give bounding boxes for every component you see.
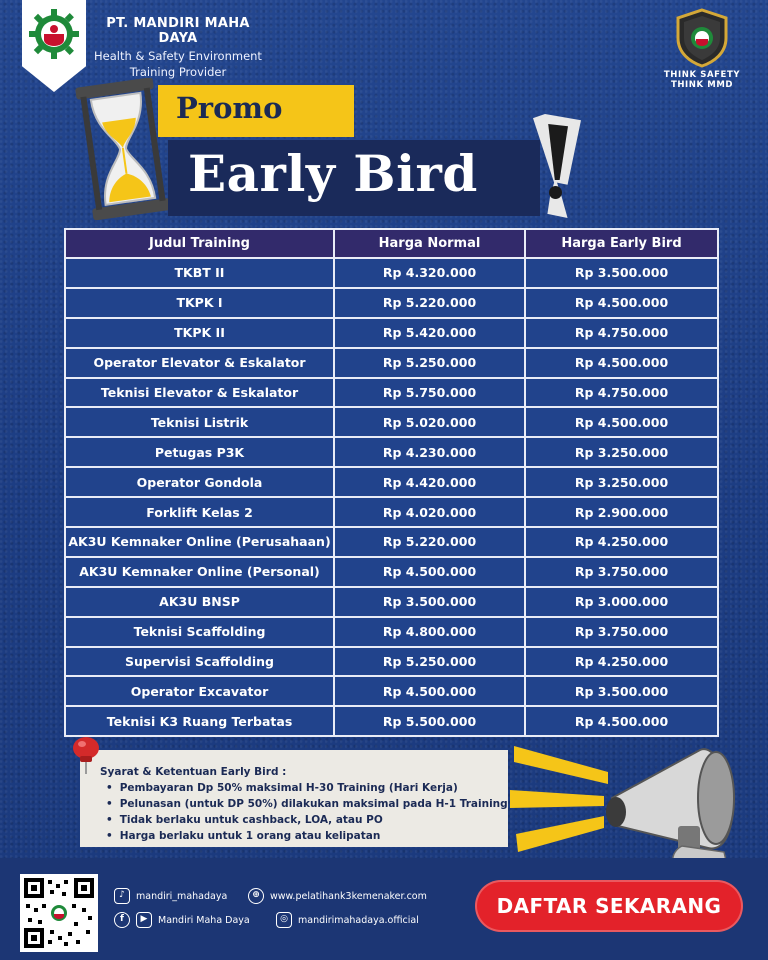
training-title: Petugas P3K (65, 437, 334, 467)
company-name: PT. MANDIRI MAHA DAYA (106, 16, 250, 46)
safety-emblem (660, 8, 744, 90)
normal-price: Rp 5.250.000 (334, 348, 525, 378)
table-row (65, 437, 718, 467)
terms-item: • Harga berlaku untuk 1 orang atau kelipatan (106, 828, 508, 844)
subtitle-line-2: Training Provider (129, 65, 227, 79)
table-row (65, 348, 718, 378)
terms-list (100, 780, 508, 844)
training-title: Teknisi K3 Ruang Terbatas (65, 706, 334, 736)
early-bird-title: Early Bird (168, 140, 540, 216)
early-bird-price: Rp 3.500.000 (525, 258, 718, 288)
training-title: AK3U BNSP (65, 587, 334, 617)
qr-code[interactable] (20, 874, 98, 952)
training-title: Operator Elevator & Eskalator (65, 348, 334, 378)
tiktok-text: mandiri_mahadaya (136, 890, 228, 902)
gear-logo-icon (28, 8, 80, 60)
training-title: Teknisi Elevator & Eskalator (65, 378, 334, 408)
terms-item: • Pelunasan (untuk DP 50%) dilakukan maksimal pada H-1 Training (106, 796, 508, 812)
website-link[interactable] (248, 888, 427, 904)
column-header: Judul Training (65, 229, 334, 258)
training-title: Supervisi Scaffolding (65, 647, 334, 677)
normal-price: Rp 5.020.000 (334, 407, 525, 437)
table-row (65, 676, 718, 706)
terms-card (80, 750, 508, 847)
early-bird-price: Rp 3.250.000 (525, 467, 718, 497)
facebook-icon: f (114, 912, 130, 928)
globe-icon: ⊕ (248, 888, 264, 904)
company-info (90, 16, 266, 80)
normal-price: Rp 4.230.000 (334, 437, 525, 467)
training-title: Operator Excavator (65, 676, 334, 706)
table-row (65, 288, 718, 318)
early-bird-price: Rp 4.500.000 (525, 288, 718, 318)
table-row (65, 258, 718, 288)
training-title: Operator Gondola (65, 467, 334, 497)
normal-price: Rp 4.800.000 (334, 617, 525, 647)
terms-item: • Tidak berlaku untuk cashback, LOA, atau PO (106, 812, 508, 828)
early-bird-price: Rp 4.500.000 (525, 407, 718, 437)
table-row (65, 318, 718, 348)
normal-price: Rp 5.750.000 (334, 378, 525, 408)
normal-price: Rp 5.220.000 (334, 288, 525, 318)
tagline (660, 70, 744, 90)
facebook-youtube-handle[interactable] (114, 912, 250, 928)
instagram-handle[interactable] (276, 912, 419, 928)
youtube-icon: ▶ (136, 912, 152, 928)
table-row (65, 706, 718, 736)
table-row (65, 467, 718, 497)
tagline-line-1: THINK SAFETY (663, 70, 741, 80)
promo-label: Promo (158, 85, 354, 137)
training-title: Forklift Kelas 2 (65, 497, 334, 527)
early-bird-price: Rp 4.250.000 (525, 647, 718, 677)
hourglass-icon (72, 78, 172, 220)
table-row (65, 527, 718, 557)
normal-price: Rp 5.420.000 (334, 318, 525, 348)
training-title: AK3U Kemnaker Online (Personal) (65, 557, 334, 587)
training-title: Teknisi Scaffolding (65, 617, 334, 647)
normal-price: Rp 5.500.000 (334, 706, 525, 736)
tagline-line-2: THINK MMD (670, 80, 734, 90)
normal-price: Rp 3.500.000 (334, 587, 525, 617)
early-bird-price: Rp 3.500.000 (525, 676, 718, 706)
website-text: www.pelatihank3kemenaker.com (270, 890, 427, 902)
table-row (65, 557, 718, 587)
table-header-row (65, 229, 718, 258)
early-bird-price: Rp 4.250.000 (525, 527, 718, 557)
training-title: Teknisi Listrik (65, 407, 334, 437)
facebook-youtube-text: Mandiri Maha Daya (158, 914, 250, 926)
terms-item: • Pembayaran Dp 50% maksimal H-30 Training (Hari Kerja) (106, 780, 508, 796)
normal-price: Rp 4.020.000 (334, 497, 525, 527)
training-title: TKPK II (65, 318, 334, 348)
early-bird-price: Rp 4.750.000 (525, 378, 718, 408)
early-bird-price: Rp 4.750.000 (525, 318, 718, 348)
shield-icon (674, 8, 730, 68)
pushpin-icon (68, 734, 104, 776)
exclamation-dot (549, 186, 562, 199)
early-bird-price: Rp 3.000.000 (525, 587, 718, 617)
column-header: Harga Early Bird (525, 229, 718, 258)
early-bird-price: Rp 3.750.000 (525, 617, 718, 647)
table-row (65, 617, 718, 647)
tiktok-icon: ♪ (114, 888, 130, 904)
column-header: Harga Normal (334, 229, 525, 258)
normal-price: Rp 4.320.000 (334, 258, 525, 288)
training-title: TKPK I (65, 288, 334, 318)
early-bird-price: Rp 3.750.000 (525, 557, 718, 587)
tiktok-handle[interactable] (114, 888, 227, 904)
register-button[interactable]: DAFTAR SEKARANG (475, 880, 743, 932)
early-bird-price: Rp 4.500.000 (525, 706, 718, 736)
normal-price: Rp 4.500.000 (334, 557, 525, 587)
table-row (65, 407, 718, 437)
early-bird-price: Rp 2.900.000 (525, 497, 718, 527)
table-row (65, 587, 718, 617)
company-subtitle (90, 48, 266, 80)
terms-title: Syarat & Ketentuan Early Bird : (100, 766, 287, 778)
normal-price: Rp 5.250.000 (334, 647, 525, 677)
table-row (65, 378, 718, 408)
normal-price: Rp 4.500.000 (334, 676, 525, 706)
early-bird-price: Rp 4.500.000 (525, 348, 718, 378)
qr-code-icon (24, 878, 94, 948)
early-bird-price: Rp 3.250.000 (525, 437, 718, 467)
price-table (64, 228, 719, 737)
instagram-text: mandirimahadaya.official (298, 914, 419, 926)
instagram-icon: ◎ (276, 912, 292, 928)
training-title: AK3U Kemnaker Online (Perusahaan) (65, 527, 334, 557)
training-title: TKBT II (65, 258, 334, 288)
table-row (65, 497, 718, 527)
normal-price: Rp 4.420.000 (334, 467, 525, 497)
normal-price: Rp 5.220.000 (334, 527, 525, 557)
subtitle-line-1: Health & Safety Environment (94, 49, 262, 63)
table-row (65, 647, 718, 677)
